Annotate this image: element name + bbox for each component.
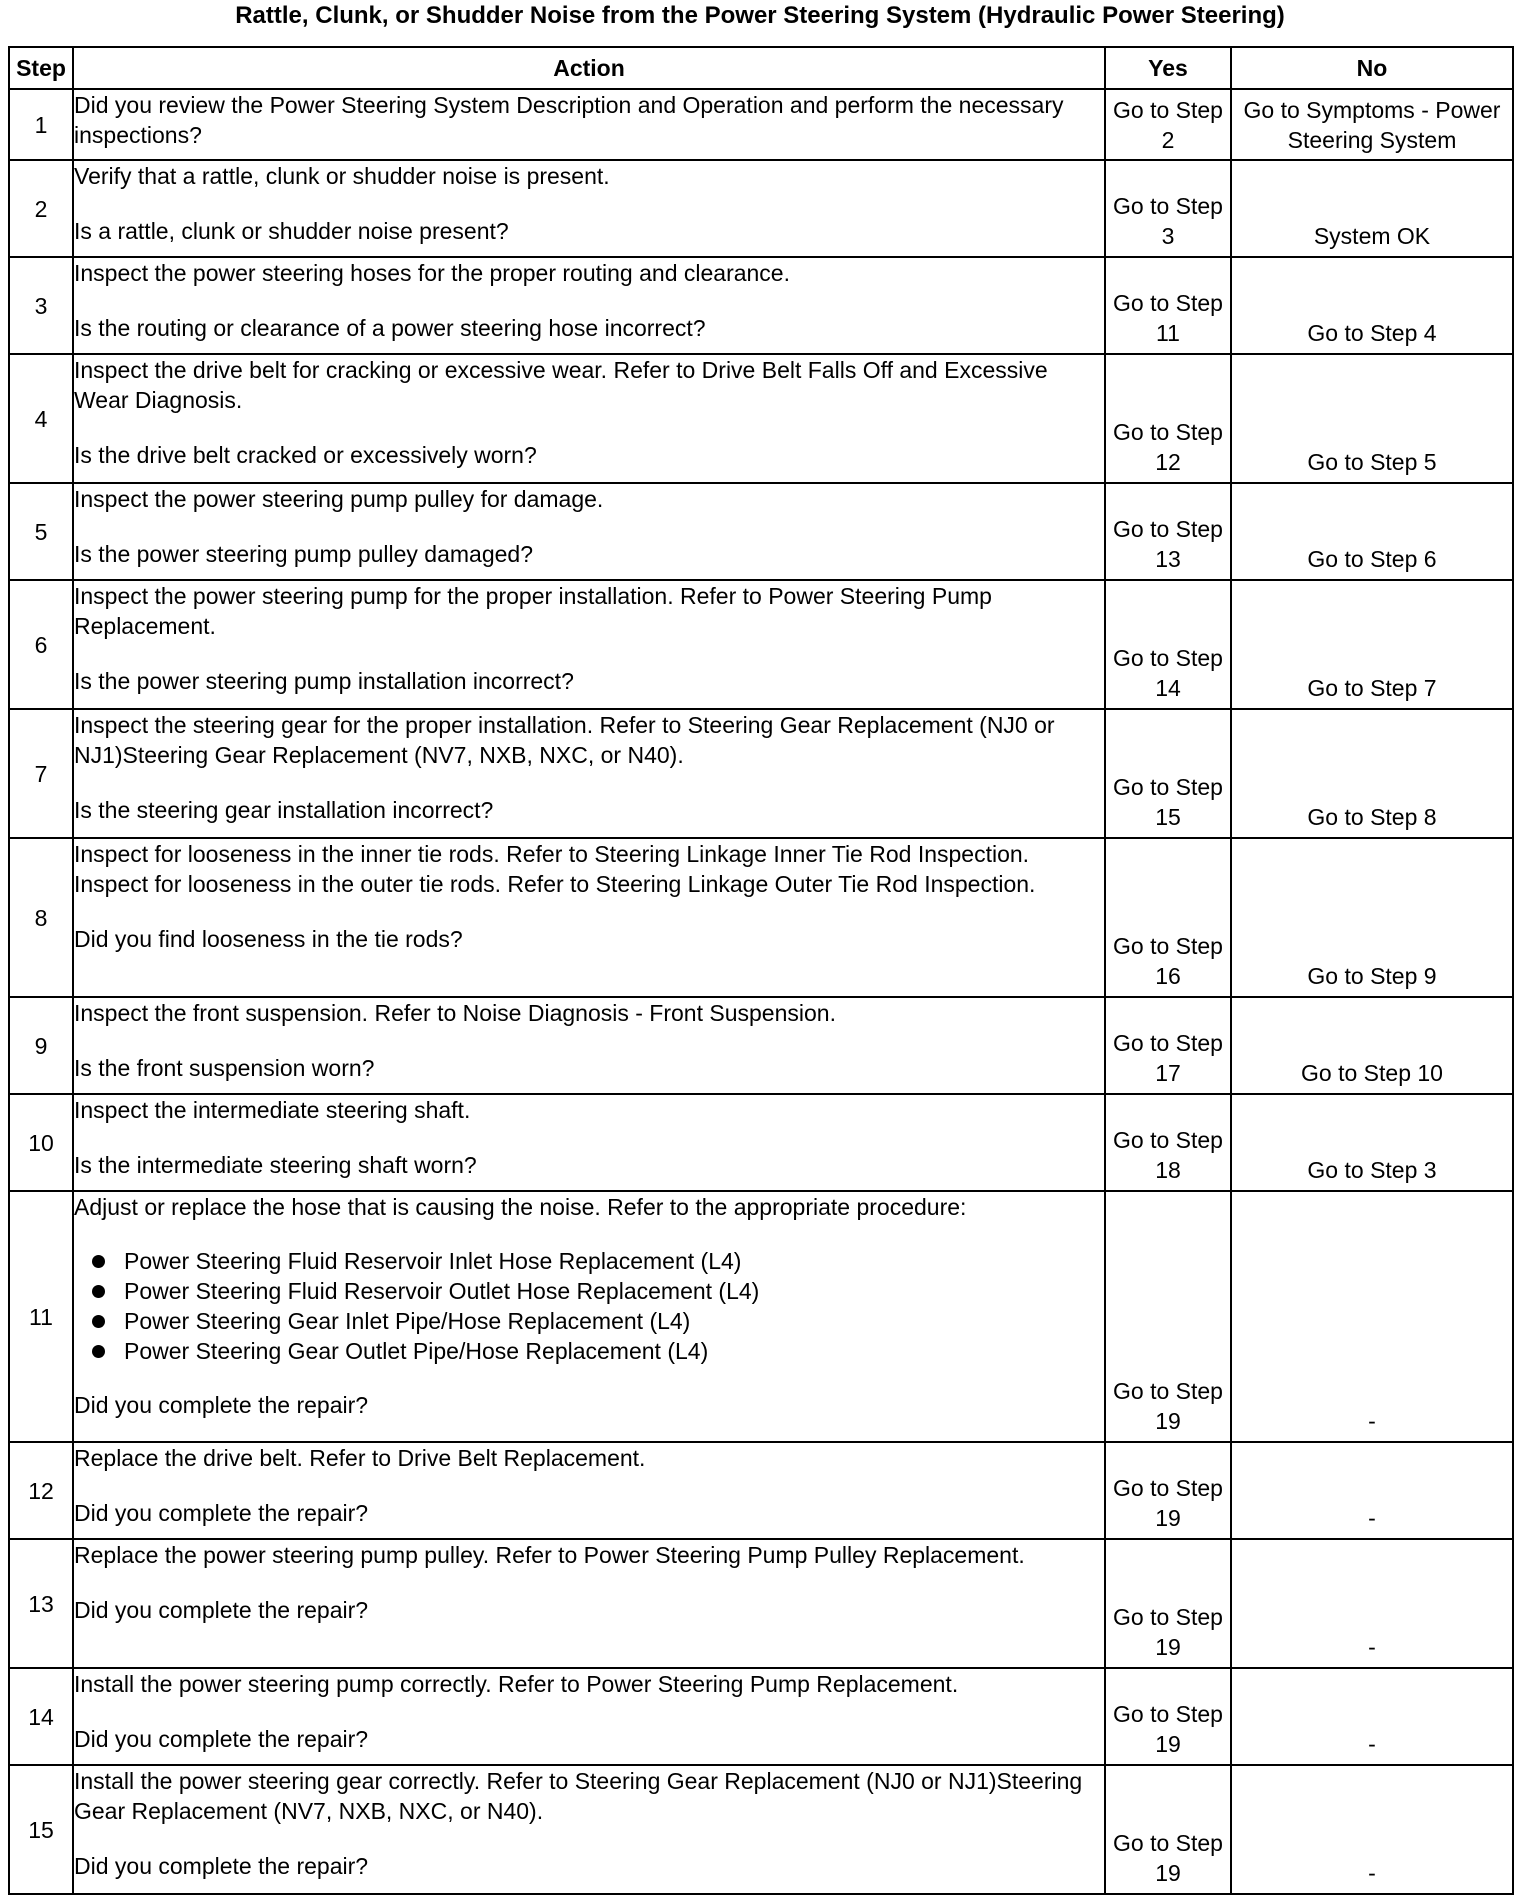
table-row	[9, 89, 1513, 160]
list-item-text: Power Steering Gear Inlet Pipe/Hose Replacement (L4)	[124, 1308, 691, 1334]
action-cell	[73, 580, 1105, 709]
step-number: 7	[9, 709, 73, 838]
table-row	[9, 997, 1513, 1094]
action-cell	[73, 709, 1105, 838]
step-number: 1	[9, 89, 73, 160]
yes-result: Go to Step 12	[1105, 354, 1231, 483]
action-text: Inspect the steering gear for the proper installation. Refer to Steering Gear Replacement (NJ0 or NJ1)Steering Gear Replacement (NV7, NXB, NXC, or N40).	[74, 712, 1055, 768]
bullet-icon	[92, 1255, 105, 1268]
action-text: Install the power steering gear correctly. Refer to Steering Gear Replacement (NJ0 or NJ1)Steering Gear Replacement (NV7, NXB, NXC, or N40).	[74, 1768, 1083, 1824]
no-result: -	[1231, 1191, 1513, 1442]
question-text: Is the routing or clearance of a power steering hose incorrect?	[74, 315, 706, 341]
list-item	[90, 1306, 1104, 1336]
step-number: 4	[9, 354, 73, 483]
list-item-text: Power Steering Gear Outlet Pipe/Hose Replacement (L4)	[124, 1338, 709, 1364]
question-text: Is the front suspension worn?	[74, 1055, 375, 1081]
action-cell	[73, 89, 1105, 160]
table-row	[9, 709, 1513, 838]
action-cell	[73, 1765, 1105, 1894]
question-text: Did you complete the repair?	[74, 1853, 369, 1879]
no-result: Go to Step 5	[1231, 354, 1513, 483]
no-result: Go to Step 10	[1231, 997, 1513, 1094]
bullet-icon	[92, 1345, 105, 1358]
table-row	[9, 838, 1513, 997]
question-text: Is the intermediate steering shaft worn?	[74, 1152, 477, 1178]
header-step: Step	[9, 47, 73, 89]
step-number: 3	[9, 257, 73, 354]
action-text: Inspect the power steering pump for the proper installation. Refer to Power Steering Pump Replacement.	[74, 583, 992, 639]
diagnostic-table	[8, 46, 1514, 1895]
no-result: Go to Step 7	[1231, 580, 1513, 709]
action-text: Inspect the front suspension. Refer to Noise Diagnosis - Front Suspension.	[74, 1000, 836, 1026]
question-text: Did you find looseness in the tie rods?	[74, 926, 463, 952]
table-row	[9, 257, 1513, 354]
no-result: -	[1231, 1668, 1513, 1765]
table-row	[9, 580, 1513, 709]
step-number: 5	[9, 483, 73, 580]
action-cell	[73, 1539, 1105, 1668]
yes-result: Go to Step 19	[1105, 1539, 1231, 1668]
question-text: Did you complete the repair?	[74, 1500, 369, 1526]
step-number: 8	[9, 838, 73, 997]
document-title: Rattle, Clunk, or Shudder Noise from the Power Steering System (Hydraulic Power Steering)	[235, 2, 1285, 29]
table-row	[9, 1191, 1513, 1442]
list-item-text: Power Steering Fluid Reservoir Inlet Hose Replacement (L4)	[124, 1248, 742, 1274]
list-item	[90, 1276, 1104, 1306]
yes-result: Go to Step 3	[1105, 160, 1231, 257]
action-text: Inspect the drive belt for cracking or excessive wear. Refer to Drive Belt Falls Off and Excessive Wear Diagnosis.	[74, 357, 1048, 413]
header-action: Action	[73, 47, 1105, 89]
action-cell	[73, 354, 1105, 483]
action-cell	[73, 483, 1105, 580]
header-no: No	[1231, 47, 1513, 89]
list-item	[90, 1336, 1104, 1366]
action-text: Verify that a rattle, clunk or shudder noise is present.	[74, 163, 610, 189]
yes-result: Go to Step 13	[1105, 483, 1231, 580]
procedure-list	[74, 1246, 1104, 1366]
action-text: Inspect for looseness in the inner tie rods. Refer to Steering Linkage Inner Tie Rod Inspection. Inspect for looseness in the outer tie rods. Refer to Steering Linkage Outer Tie Rod Inspection.	[74, 841, 1036, 897]
bullet-icon	[92, 1315, 105, 1328]
yes-result: Go to Step 14	[1105, 580, 1231, 709]
step-number: 15	[9, 1765, 73, 1894]
yes-result: Go to Step 19	[1105, 1765, 1231, 1894]
step-number: 12	[9, 1442, 73, 1539]
question-text: Did you complete the repair?	[74, 1392, 369, 1418]
no-result: Go to Step 3	[1231, 1094, 1513, 1191]
question-text: Is a rattle, clunk or shudder noise present?	[74, 218, 509, 244]
no-result: Go to Step 8	[1231, 709, 1513, 838]
action-text: Replace the power steering pump pulley. Refer to Power Steering Pump Pulley Replacement.	[74, 1542, 1025, 1568]
no-result: Go to Step 6	[1231, 483, 1513, 580]
header-yes: Yes	[1105, 47, 1231, 89]
question-text: Is the steering gear installation incorrect?	[74, 797, 494, 823]
no-result: -	[1231, 1539, 1513, 1668]
question-text: Is the power steering pump installation incorrect?	[74, 668, 574, 694]
no-result: -	[1231, 1765, 1513, 1894]
step-number: 10	[9, 1094, 73, 1191]
table-row	[9, 1442, 1513, 1539]
action-cell	[73, 1668, 1105, 1765]
no-result: -	[1231, 1442, 1513, 1539]
action-text: Inspect the intermediate steering shaft.	[74, 1097, 471, 1123]
yes-result: Go to Step 16	[1105, 838, 1231, 997]
yes-result: Go to Step 19	[1105, 1191, 1231, 1442]
step-number: 11	[9, 1191, 73, 1442]
action-text: Inspect the power steering pump pulley for damage.	[74, 486, 604, 512]
step-number: 9	[9, 997, 73, 1094]
action-cell	[73, 1442, 1105, 1539]
step-number: 13	[9, 1539, 73, 1668]
header-row	[9, 47, 1513, 89]
question-text: Did you complete the repair?	[74, 1726, 369, 1752]
question-text: Is the drive belt cracked or excessively worn?	[74, 442, 537, 468]
table-row	[9, 160, 1513, 257]
table-row	[9, 1539, 1513, 1668]
bullet-icon	[92, 1285, 105, 1298]
step-number: 6	[9, 580, 73, 709]
table-row	[9, 483, 1513, 580]
yes-result: Go to Step 19	[1105, 1442, 1231, 1539]
table-row	[9, 1094, 1513, 1191]
question-text: Did you complete the repair?	[74, 1597, 369, 1623]
yes-result: Go to Step 15	[1105, 709, 1231, 838]
action-text: Replace the drive belt. Refer to Drive Belt Replacement.	[74, 1445, 646, 1471]
action-cell	[73, 160, 1105, 257]
action-cell	[73, 1191, 1105, 1442]
no-result: Go to Symptoms - Power Steering System	[1231, 89, 1513, 160]
yes-result: Go to Step 2	[1105, 89, 1231, 160]
action-cell	[73, 1094, 1105, 1191]
table-row	[9, 1668, 1513, 1765]
yes-result: Go to Step 18	[1105, 1094, 1231, 1191]
yes-result: Go to Step 19	[1105, 1668, 1231, 1765]
table-row	[9, 1765, 1513, 1894]
no-result: Go to Step 9	[1231, 838, 1513, 997]
step-number: 14	[9, 1668, 73, 1765]
action-text: Inspect the power steering hoses for the proper routing and clearance.	[74, 260, 790, 286]
step-number: 2	[9, 160, 73, 257]
no-result: System OK	[1231, 160, 1513, 257]
action-text: Adjust or replace the hose that is causing the noise. Refer to the appropriate procedure:	[74, 1194, 967, 1220]
list-item	[90, 1246, 1104, 1276]
action-text: Did you review the Power Steering System Description and Operation and perform the necessary inspections?	[74, 92, 1064, 148]
table-row	[9, 354, 1513, 483]
question-text: Is the power steering pump pulley damaged?	[74, 541, 534, 567]
list-item-text: Power Steering Fluid Reservoir Outlet Hose Replacement (L4)	[124, 1278, 760, 1304]
action-text: Install the power steering pump correctly. Refer to Power Steering Pump Replacement.	[74, 1671, 959, 1697]
action-cell	[73, 838, 1105, 997]
yes-result: Go to Step 11	[1105, 257, 1231, 354]
action-cell	[73, 997, 1105, 1094]
no-result: Go to Step 4	[1231, 257, 1513, 354]
yes-result: Go to Step 17	[1105, 997, 1231, 1094]
action-cell	[73, 257, 1105, 354]
